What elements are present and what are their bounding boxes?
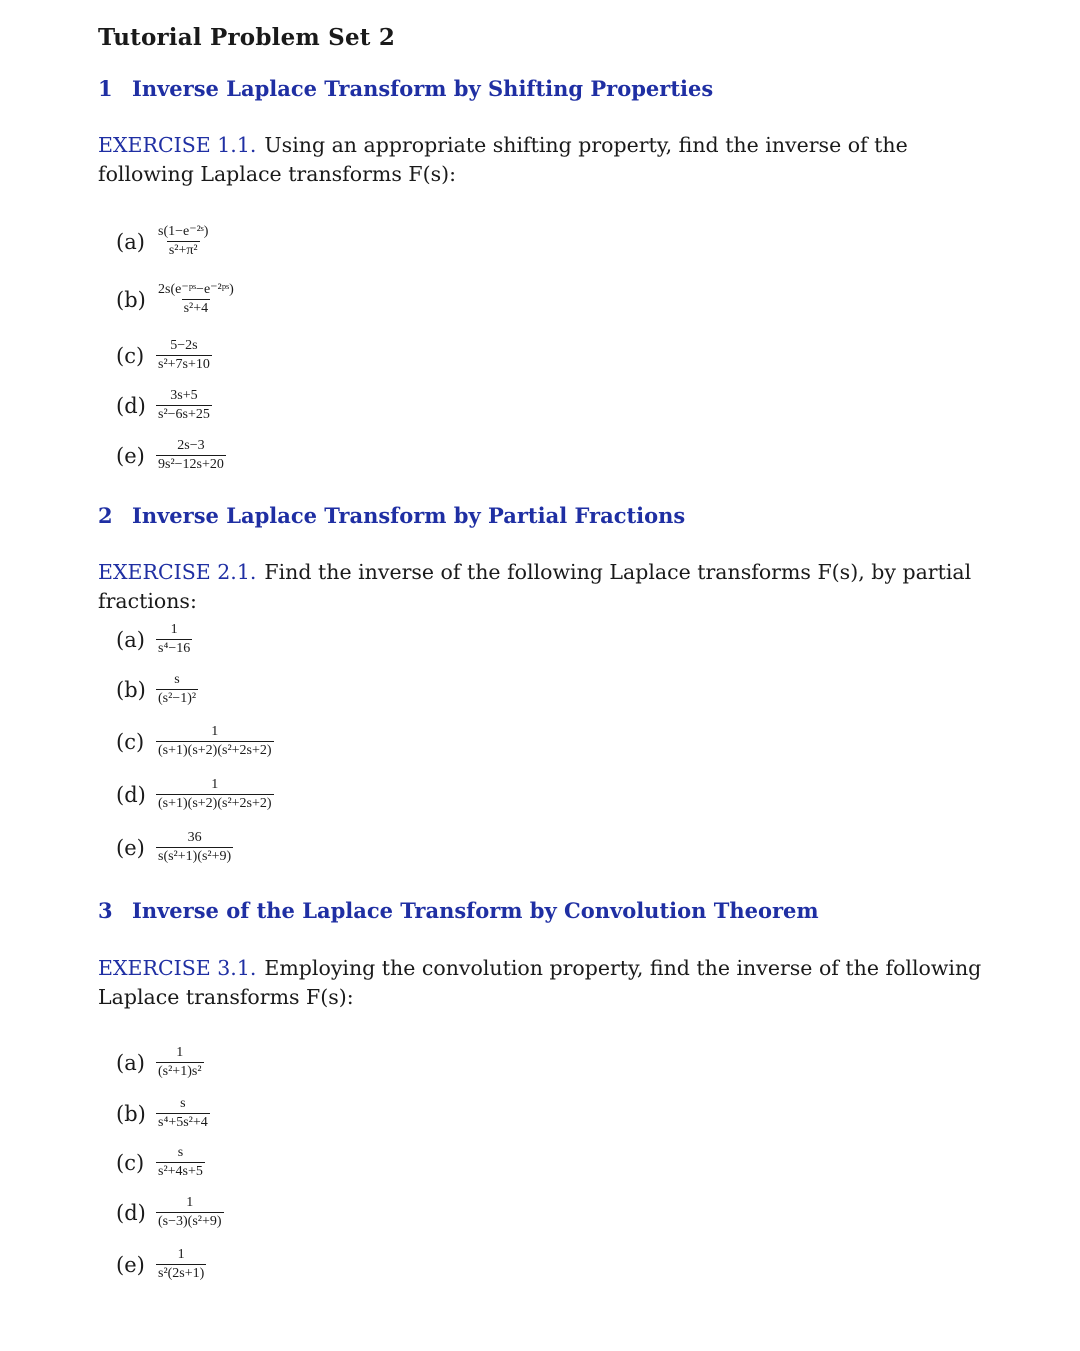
item-label: (d) bbox=[116, 393, 146, 418]
problem-item bbox=[116, 724, 274, 759]
item-label: (e) bbox=[116, 443, 145, 468]
problem-item bbox=[116, 224, 210, 259]
exercise-text: Using an appropriate shifting property, find the inverse of the following Laplace transforms F(s): bbox=[98, 133, 908, 186]
problem-item bbox=[116, 438, 226, 473]
exercise-text: Find the inverse of the following Laplace transforms F(s), by partial fractions: bbox=[98, 560, 972, 613]
numerator: s(1−e⁻²ˢ) bbox=[158, 224, 209, 239]
item-label: (a) bbox=[116, 627, 145, 652]
exercise-label: EXERCISE 2.1. bbox=[98, 560, 257, 584]
item-label: (b) bbox=[116, 677, 146, 702]
fraction bbox=[156, 1195, 224, 1230]
fraction bbox=[156, 622, 192, 657]
section-title: Inverse Laplace Transform by Partial Fractions bbox=[132, 503, 686, 528]
exercise-label: EXERCISE 3.1. bbox=[98, 956, 257, 980]
denominator: (s+1)(s+2)(s²+2s+2) bbox=[158, 796, 272, 811]
section-heading-1 bbox=[98, 76, 713, 101]
problem-item bbox=[116, 777, 274, 812]
problem-item bbox=[116, 1145, 205, 1180]
numerator: 1 bbox=[211, 777, 219, 792]
item-label: (b) bbox=[116, 287, 146, 312]
section-heading-2 bbox=[98, 503, 685, 528]
item-label: (c) bbox=[116, 343, 145, 368]
fraction bbox=[156, 1247, 206, 1282]
denominator: s(s²+1)(s²+9) bbox=[158, 849, 232, 864]
numerator: s bbox=[177, 1145, 184, 1160]
denominator: s⁴−16 bbox=[158, 641, 191, 656]
problem-item bbox=[116, 1247, 206, 1282]
numerator: 1 bbox=[177, 1247, 185, 1262]
section-heading-3 bbox=[98, 898, 819, 923]
fraction bbox=[156, 724, 274, 759]
fraction bbox=[156, 1045, 204, 1080]
problem-item bbox=[116, 338, 212, 373]
denominator: (s−3)(s²+9) bbox=[158, 1214, 222, 1229]
fraction bbox=[156, 338, 212, 373]
section-title: Inverse Laplace Transform by Shifting Properties bbox=[132, 76, 714, 101]
denominator: s²+4 bbox=[183, 301, 209, 316]
exercise-label: EXERCISE 1.1. bbox=[98, 133, 257, 157]
section-number: 1 bbox=[98, 76, 113, 101]
numerator: 36 bbox=[187, 830, 202, 845]
fraction bbox=[156, 830, 233, 865]
problem-item bbox=[116, 1045, 204, 1080]
document-title: Tutorial Problem Set 2 bbox=[98, 24, 396, 51]
exercise-2-1 bbox=[98, 558, 1008, 616]
denominator: s²+π² bbox=[168, 243, 198, 258]
denominator: s²+4s+5 bbox=[158, 1164, 203, 1179]
section-title: Inverse of the Laplace Transform by Convolution Theorem bbox=[132, 898, 819, 923]
exercise-text: Employing the convolution property, find the inverse of the following Laplace transforms F(s): bbox=[98, 956, 982, 1009]
item-label: (c) bbox=[116, 729, 145, 754]
numerator: 1 bbox=[211, 724, 219, 739]
denominator: s²+7s+10 bbox=[158, 357, 210, 372]
denominator: s⁴+5s²+4 bbox=[158, 1115, 208, 1130]
fraction bbox=[156, 224, 210, 259]
problem-item bbox=[116, 1195, 224, 1230]
denominator: s²−6s+25 bbox=[158, 407, 210, 422]
fraction bbox=[156, 777, 274, 812]
fraction bbox=[156, 1096, 210, 1131]
numerator: 1 bbox=[176, 1045, 184, 1060]
item-label: (d) bbox=[116, 1200, 146, 1225]
item-label: (b) bbox=[116, 1101, 146, 1126]
item-label: (c) bbox=[116, 1150, 145, 1175]
denominator: (s²−1)² bbox=[158, 691, 197, 706]
exercise-1-1 bbox=[98, 131, 1008, 189]
numerator: 3s+5 bbox=[170, 388, 198, 403]
exercise-3-1 bbox=[98, 954, 1008, 1012]
numerator: s bbox=[180, 1096, 186, 1111]
problem-item bbox=[116, 1096, 210, 1131]
fraction bbox=[156, 282, 236, 317]
numerator: 1 bbox=[186, 1195, 194, 1210]
item-label: (a) bbox=[116, 1050, 145, 1075]
fraction bbox=[156, 438, 226, 473]
denominator: s²(2s+1) bbox=[158, 1266, 205, 1281]
section-number: 2 bbox=[98, 503, 113, 528]
problem-item bbox=[116, 672, 198, 707]
denominator: 9s²−12s+20 bbox=[158, 457, 224, 472]
numerator: 1 bbox=[170, 622, 178, 637]
problem-item bbox=[116, 388, 212, 423]
denominator: (s+1)(s+2)(s²+2s+2) bbox=[158, 743, 272, 758]
numerator: 2s−3 bbox=[177, 438, 205, 453]
item-label: (a) bbox=[116, 229, 145, 254]
item-label: (e) bbox=[116, 835, 145, 860]
fraction bbox=[156, 388, 212, 423]
item-label: (e) bbox=[116, 1252, 145, 1277]
numerator: 2s(e⁻ᵖˢ−e⁻²ᵖˢ) bbox=[158, 282, 234, 297]
problem-item bbox=[116, 622, 192, 657]
fraction bbox=[156, 1145, 205, 1180]
section-number: 3 bbox=[98, 898, 113, 923]
numerator: 5−2s bbox=[170, 338, 198, 353]
problem-item bbox=[116, 282, 236, 317]
item-label: (d) bbox=[116, 782, 146, 807]
numerator: s bbox=[174, 672, 180, 687]
problem-item bbox=[116, 830, 233, 865]
fraction bbox=[156, 672, 198, 707]
denominator: (s²+1)s² bbox=[158, 1064, 202, 1079]
